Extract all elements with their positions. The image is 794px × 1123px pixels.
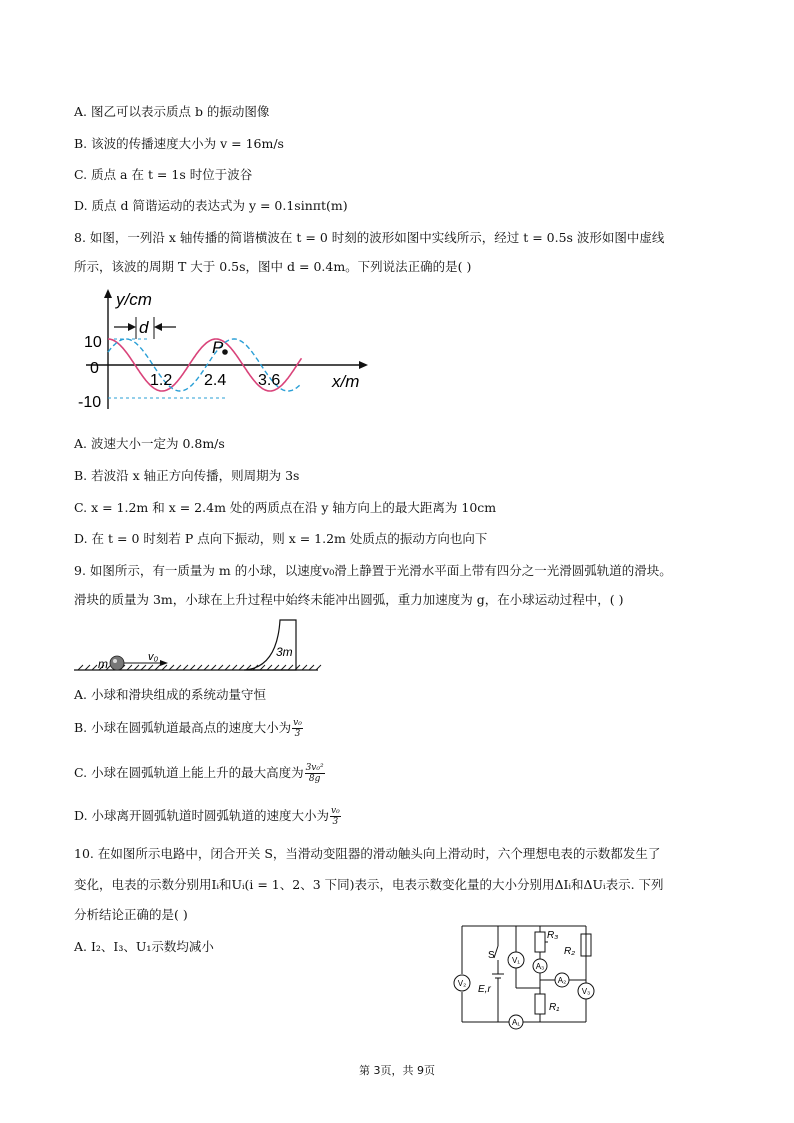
y-axis-label: y/cm bbox=[116, 290, 152, 309]
velocity-label: v₀ bbox=[148, 651, 159, 663]
wave-graph bbox=[76, 287, 376, 417]
block-mass-label: 3m bbox=[276, 645, 293, 659]
q7-option-d: D. 质点 d 简谐运动的表达式为 y = 0.1sinπt(m) bbox=[74, 198, 348, 213]
r3-label: R₃ bbox=[547, 930, 559, 941]
q9-stem-line2: 滑块的质量为 3m，小球在上升过程中始终未能冲出圆弧，重力加速度为 g，在小球运动过程中，( ) bbox=[74, 592, 624, 607]
x-tick-2-4: 2.4 bbox=[204, 372, 227, 389]
q7-option-a: A. 图乙可以表示质点 b 的振动图像 bbox=[74, 104, 270, 119]
q10-stem-line1: 10. 在如图所示电路中，闭合开关 S，当滑动变阻器的滑动触头向上滑动时，六个理想电表的示数都发生了 bbox=[74, 846, 661, 861]
q9-stem-line1: 9. 如图所示，有一质量为 m 的小球，以速度v₀滑上静置于光滑水平面上带有四分之一光滑圆弧轨道的滑块。 bbox=[74, 563, 672, 578]
y-tick-0: 0 bbox=[90, 360, 99, 377]
x-axis-label: x/m bbox=[332, 372, 360, 391]
p-label: P bbox=[212, 338, 224, 357]
meter-a3-label: A₃ bbox=[535, 962, 545, 971]
meter-v2-label: V₂ bbox=[457, 979, 467, 988]
q9-option-b-text: B. 小球在圆弧轨道最高点的速度大小为 bbox=[74, 720, 292, 735]
q7-option-c: C. 质点 a 在 t = 1s 时位于波谷 bbox=[74, 167, 253, 182]
q9-option-b bbox=[74, 718, 303, 739]
slider-figure bbox=[72, 612, 322, 674]
page-footer: 第 3页，共 9页 bbox=[359, 1064, 435, 1077]
q10-option-a: A. I₂、I₃、U₁示数均减小 bbox=[74, 939, 214, 954]
ball-mass-label: m bbox=[98, 657, 108, 671]
x-tick-3-6: 3.6 bbox=[258, 372, 281, 389]
q8-stem-line1: 8. 如图，一列沿 x 轴传播的简谐横波在 t = 0 时刻的波形如图中实线所示，经过 t = 0.5s 波形如图中虚线 bbox=[74, 230, 665, 245]
q9-option-d bbox=[74, 806, 341, 827]
q7-option-b: B. 该波的传播速度大小为 v = 16m/s bbox=[74, 136, 284, 151]
source-label: E,r bbox=[478, 984, 491, 995]
circuit-diagram bbox=[450, 918, 610, 1032]
meter-v1-label: V₁ bbox=[511, 956, 521, 965]
meter-a2-label: A₂ bbox=[557, 976, 567, 985]
q9-option-d-fraction: $\frac{\text{v₀}}{3}$ bbox=[331, 806, 340, 827]
d-label: d bbox=[139, 318, 149, 337]
q8-option-d: D. 在 t = 0 时刻若 P 点向下振动，则 x = 1.2m 处质点的振动方向也向下 bbox=[74, 531, 488, 546]
switch-label: S bbox=[488, 950, 495, 961]
y-tick-10: 10 bbox=[84, 334, 102, 351]
y-tick-neg10: -10 bbox=[78, 394, 102, 411]
meter-v3-label: V₃ bbox=[581, 987, 591, 996]
r1-label: R₁ bbox=[549, 1002, 560, 1013]
q9-option-a: A. 小球和滑块组成的系统动量守恒 bbox=[74, 687, 266, 702]
q10-stem-line2: 变化，电表的示数分别用Iᵢ和Uᵢ(i = 1、2、3 下同)表示，电表示数变化量的大小分别用ΔIᵢ和ΔUᵢ表示. 下列 bbox=[74, 877, 664, 892]
q9-option-d-text: D. 小球离开圆弧轨道时圆弧轨道的速度大小为 bbox=[74, 808, 330, 823]
x-tick-1-2: 1.2 bbox=[150, 372, 173, 389]
q8-option-a: A. 波速大小一定为 0.8m/s bbox=[74, 436, 225, 451]
q10-stem-line3: 分析结论正确的是( ) bbox=[74, 907, 188, 922]
ball bbox=[110, 656, 124, 670]
r2-label: R₂ bbox=[564, 946, 576, 957]
q9-option-c bbox=[74, 763, 325, 784]
q9-option-b-fraction: $\frac{\text{v₀}}{3}$ bbox=[293, 718, 302, 739]
q8-option-b: B. 若波沿 x 轴正方向传播，则周期为 3s bbox=[74, 468, 300, 483]
q8-stem-line2: 所示，该波的周期 T 大于 0.5s，图中 d = 0.4m。下列说法正确的是( ) bbox=[74, 259, 472, 274]
q9-option-c-fraction: $\frac{\text{3v₀²}}{8g}$ bbox=[305, 763, 324, 784]
meter-circles bbox=[454, 952, 594, 1029]
q9-option-c-text: C. 小球在圆弧轨道上能上升的最大高度为 bbox=[74, 765, 304, 780]
q8-option-c: C. x = 1.2m 和 x = 2.4m 处的两质点在沿 y 轴方向上的最大距离为 10cm bbox=[74, 500, 497, 515]
meter-a1-label: A₁ bbox=[511, 1018, 521, 1027]
